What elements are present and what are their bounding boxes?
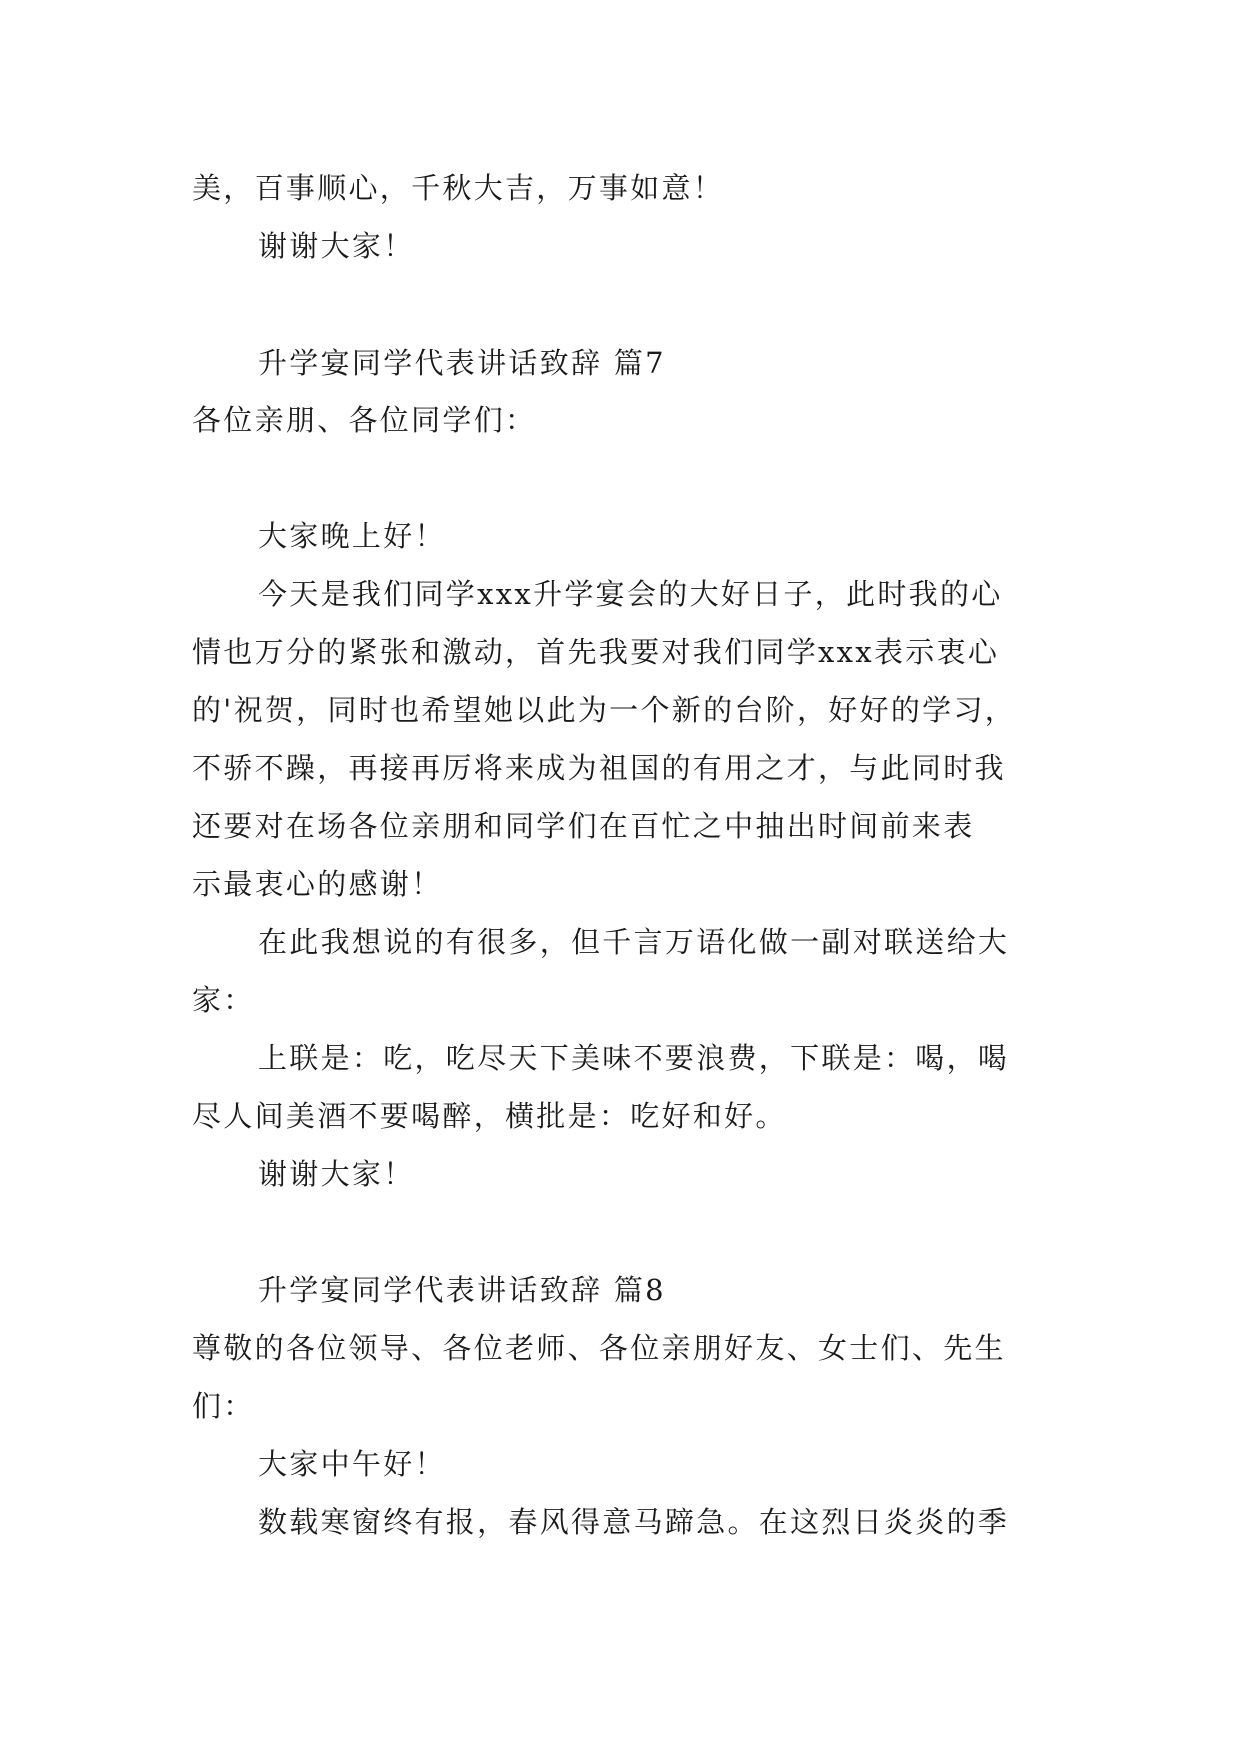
paragraph-line: 情也万分的紧张和激动，首先我要对我们同学xxx表示衷心 — [192, 635, 1000, 669]
paragraph-line: 家： — [192, 983, 255, 1017]
paragraph-line: 不骄不躁，再接再厉将来成为祖国的有用之才，与此同时我 — [192, 751, 1006, 785]
paragraph-line: 数载寒窗终有报，春风得意马蹄急。在这烈日炎炎的季 — [258, 1505, 1010, 1539]
paragraph-line: 尽人间美酒不要喝醉，横批是：吃好和好。 — [192, 1099, 787, 1133]
paragraph-line: 谢谢大家！ — [258, 229, 415, 263]
paragraph-line: 美，百事顺心，千秋大吉，万事如意！ — [192, 171, 725, 205]
section-title: 升学宴同学代表讲话致辞 篇7 — [258, 346, 666, 380]
paragraph-line: 在此我想说的有很多，但千言万语化做一副对联送给大 — [258, 925, 1010, 959]
salutation: 尊敬的各位领导、各位老师、各位亲朋好友、女士们、先生 — [192, 1331, 1006, 1365]
paragraph-line: 的'祝贺，同时也希望她以此为一个新的台阶，好好的学习， — [192, 693, 1017, 727]
paragraph-line: 大家晚上好！ — [258, 519, 446, 553]
paragraph-line: 大家中午好！ — [258, 1447, 446, 1481]
paragraph-line: 上联是：吃，吃尽天下美味不要浪费，下联是：喝，喝 — [258, 1041, 1010, 1075]
salutation: 们： — [192, 1389, 255, 1423]
paragraph-line: 谢谢大家！ — [258, 1157, 415, 1191]
paragraph-line: 今天是我们同学xxx升学宴会的大好日子，此时我的心 — [258, 577, 1003, 611]
salutation: 各位亲朋、各位同学们： — [192, 403, 537, 437]
paragraph-line: 还要对在场各位亲朋和同学们在百忙之中抽出时间前来表 — [192, 809, 975, 843]
paragraph-line: 示最衷心的感谢！ — [192, 867, 443, 901]
section-title: 升学宴同学代表讲话致辞 篇8 — [258, 1273, 666, 1307]
